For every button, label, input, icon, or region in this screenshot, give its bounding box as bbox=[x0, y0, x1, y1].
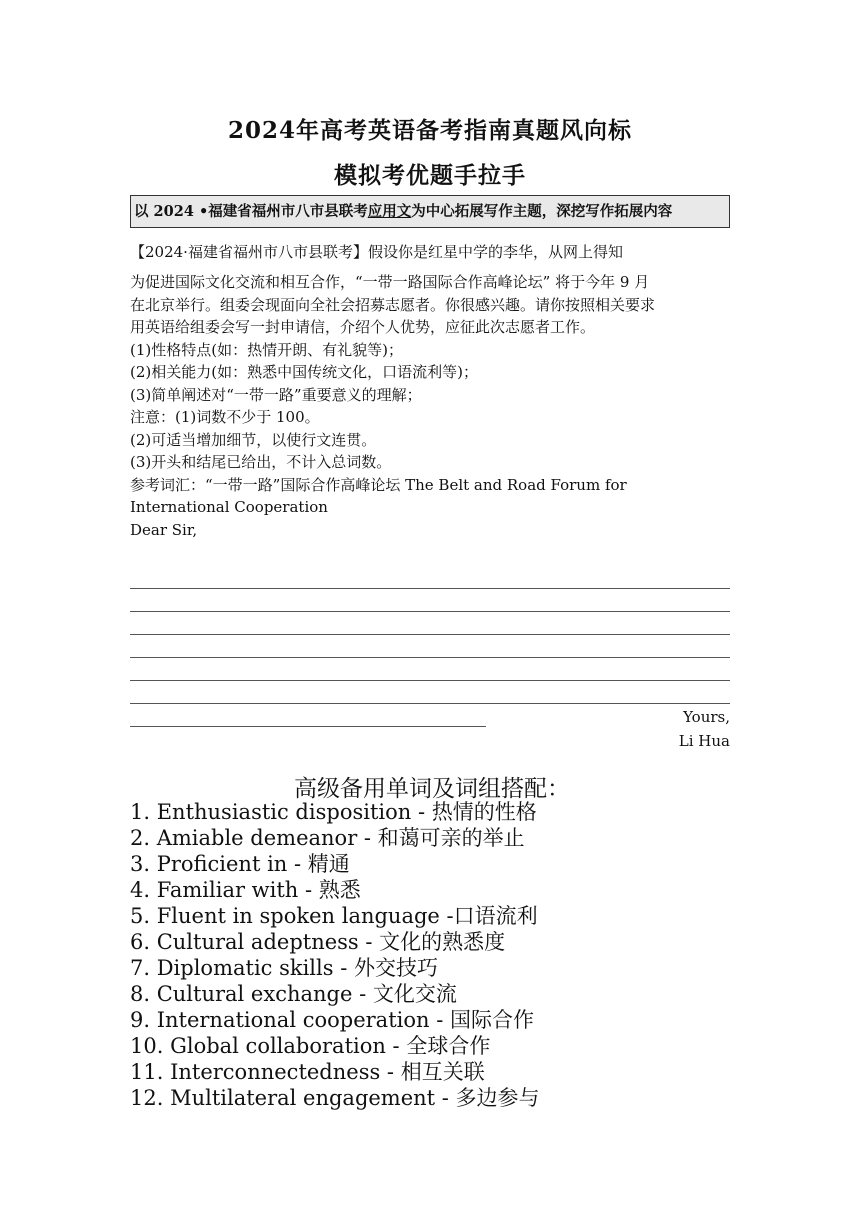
prompt-body bbox=[130, 271, 730, 541]
writing-line bbox=[130, 589, 730, 612]
body-line: (3)开头和结尾已给出，不计入总词数。 bbox=[130, 453, 392, 471]
body-line: International Cooperation bbox=[130, 498, 328, 516]
banner-text-tail: 为中心拓展写作主题，深挖写作拓展内容 bbox=[411, 203, 673, 220]
body-line: 在北京举行。组委会现面向全社会招募志愿者。你很感兴趣。请你按照相关要求 bbox=[130, 295, 656, 314]
vocab-item: 1. Enthusiastic disposition - 热情的性格 bbox=[130, 800, 537, 824]
page-subtitle: 模拟考优题手拉手 bbox=[334, 162, 526, 189]
writing-line bbox=[130, 704, 486, 727]
vocab-item: 2. Amiable demeanor - 和蔼可亲的举止 bbox=[130, 826, 525, 850]
letter-closing bbox=[679, 705, 730, 753]
writing-line bbox=[130, 612, 730, 635]
body-line: 参考词汇：“一带一路”国际合作高峰论坛 The Belt and Road Forum for bbox=[130, 475, 627, 494]
body-line: 注意：(1)词数不少于 100。 bbox=[130, 408, 320, 426]
topic-banner bbox=[130, 195, 730, 228]
vocab-item: 10. Global collaboration - 全球合作 bbox=[130, 1034, 491, 1058]
vocab-item: 6. Cultural adeptness - 文化的熟悉度 bbox=[130, 930, 506, 954]
writing-line bbox=[130, 658, 730, 681]
salutation: Dear Sir, bbox=[130, 520, 198, 539]
page-title: 2024年高考英语备考指南真题风向标 bbox=[227, 117, 632, 144]
body-line: (1)性格特点(如：热情开朗、有礼貌等)； bbox=[130, 340, 403, 359]
banner-text-underlined: 应用文 bbox=[367, 203, 412, 220]
vocab-item: 12. Multilateral engagement - 多边参与 bbox=[130, 1086, 540, 1110]
vocab-item: 3. Proficient in - 精通 bbox=[130, 852, 350, 876]
intro-text: 假设你是红星中学的李华，从网上得知 bbox=[367, 243, 623, 261]
body-line: (3)简单阐述对“一带一路”重要意义的理解； bbox=[130, 385, 422, 404]
vocab-item: 7. Diplomatic skills - 外交技巧 bbox=[130, 956, 438, 980]
closing-text: Yours, bbox=[683, 708, 730, 726]
vocab-item: 8. Cultural exchange - 文化交流 bbox=[130, 982, 457, 1006]
writing-line bbox=[130, 635, 730, 658]
banner-text-lead: 以 2024 •福建省福州市八市县联考 bbox=[134, 203, 368, 220]
signature: Li Hua bbox=[678, 732, 730, 750]
vocab-item: 11. Interconnectedness - 相互关联 bbox=[130, 1060, 485, 1084]
vocab-list bbox=[130, 799, 750, 1111]
body-line: 用英语给组委会写一封申请信，介绍个人优势，应征此次志愿者工作。 bbox=[130, 318, 596, 336]
vocab-item: 4. Familiar with - 熟悉 bbox=[130, 878, 361, 902]
body-line: (2)相关能力(如：熟悉中国传统文化，口语流利等)； bbox=[130, 363, 478, 381]
writing-lines bbox=[130, 566, 730, 727]
vocab-item: 9. International cooperation - 国际合作 bbox=[130, 1008, 534, 1032]
body-line: 为促进国际文化交流和相互合作，“一带一路国际合作高峰论坛” 将于今年 9 月 bbox=[130, 273, 650, 291]
prompt-intro bbox=[130, 241, 730, 264]
body-line: (2)可适当增加细节，以使行文连贯。 bbox=[130, 430, 377, 449]
vocab-item: 5. Fluent in spoken language -口语流利 bbox=[130, 904, 538, 928]
vocab-title: 高级备用单词及词组搭配： bbox=[294, 776, 570, 802]
writing-line bbox=[130, 681, 730, 704]
source-tag: 【2024·福建省福州市八市县联考】 bbox=[130, 243, 368, 261]
writing-line bbox=[130, 566, 730, 589]
